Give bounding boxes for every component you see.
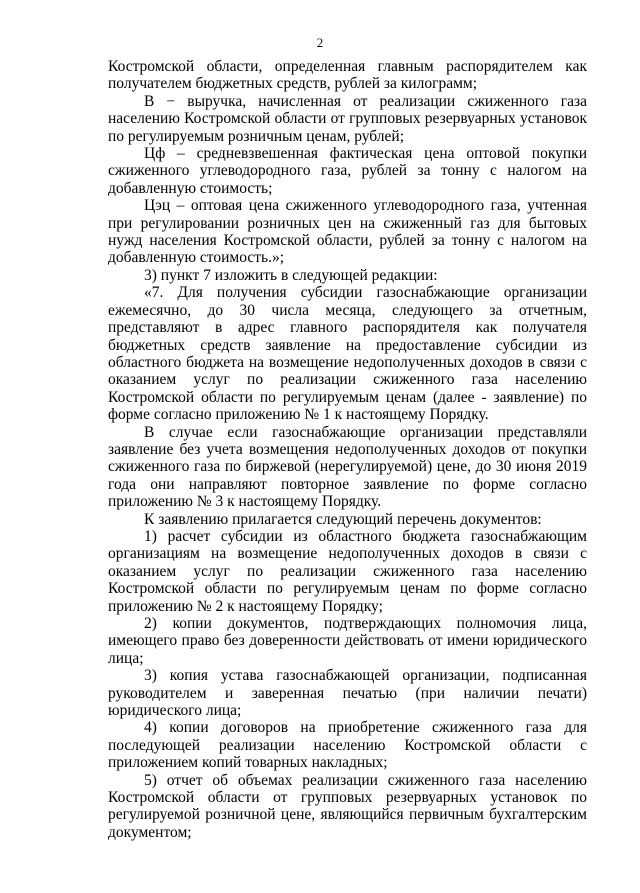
page-number: 2 [316, 35, 324, 50]
list-item-3: 3) копия устава газоснабжающей организации, подписанная руководителем и заверенная печатью (при наличии печати) юридического лица; [108, 667, 587, 720]
paragraph-repeat-application: В случае если газоснабжающие организации представляли заявление без учета возмещения недополученных доходов от покупки сжиженного газа по биржевой (нерегулируемой) цене, до 30 июня 2019 года они направляют повторное заявление по форме согласно приложению № 3 к настоящему Порядку. [108, 423, 587, 511]
list-item-1: 1) расчет субсидии из областного бюджета газоснабжающим организациям на возмещение недополученных доходов в связи с оказанием услуг по реализации сжиженного газа населению Костромской области по регулируемым ценам по форме согласно приложению № 2 к настоящему Порядку; [108, 527, 587, 615]
document-body [108, 58, 587, 841]
paragraph-definition-tsf: Цф – средневзвешенная фактическая цена оптовой покупки сжиженного углеводородного газа, рублей за тонну с налогом на добавленную стоимость; [108, 145, 587, 197]
paragraph-amendment-point-3: 3) пункт 7 изложить в следующей редакции: [144, 266, 438, 284]
paragraph-definition-tsets: Цэц – оптовая цена сжиженного углеводородного газа, учтенная при регулировании розничных цен на сжиженный газ для бытовых нужд населения Костромской области, рублей за тонну с налогом на добавленную стоимость.»; [108, 197, 587, 267]
paragraph-continuation: Костромской области, определенная главным распорядителем как получателем бюджетных средств, рублей за килограмм; [108, 58, 587, 93]
list-item-4: 4) копии договоров на приобретение сжиженного газа для последующей реализации населению Костромской области с приложением копий товарных накладных; [108, 719, 587, 772]
paragraph-definition-v: В − выручка, начисленная от реализации сжиженного газа населению Костромской области от групповых резервуарных установок по регулируемым розничным ценам, рублей; [108, 92, 587, 145]
paragraph-documents-intro: К заявлению прилагается следующий перечень документов: [144, 510, 542, 528]
list-item-2: 2) копии документов, подтверждающих полномочия лица, имеющего право без доверенности действовать от имени юридического лица; [108, 615, 587, 667]
list-item-5: 5) отчет об объемах реализации сжиженного газа населению Костромской области от групповых резервуарных установок по регулируемой розничной цене, являющийся первичным бухгалтерским документом; [108, 771, 587, 841]
paragraph-clause-7: «7. Для получения субсидии газоснабжающие организации ежемесячно, до 30 числа месяца, следующего за отчетным, представляют в адрес главного распорядителя как получателя бюджетных средств заявление на предоставление субсидии из областного бюджета на возмещение недополученных доходов в связи с оказанием услуг по реализации сжиженного газа населению Костромской области по регулируемым ценам (далее - заявление) по форме согласно приложению № 1 к настоящему Порядку. [108, 284, 587, 424]
